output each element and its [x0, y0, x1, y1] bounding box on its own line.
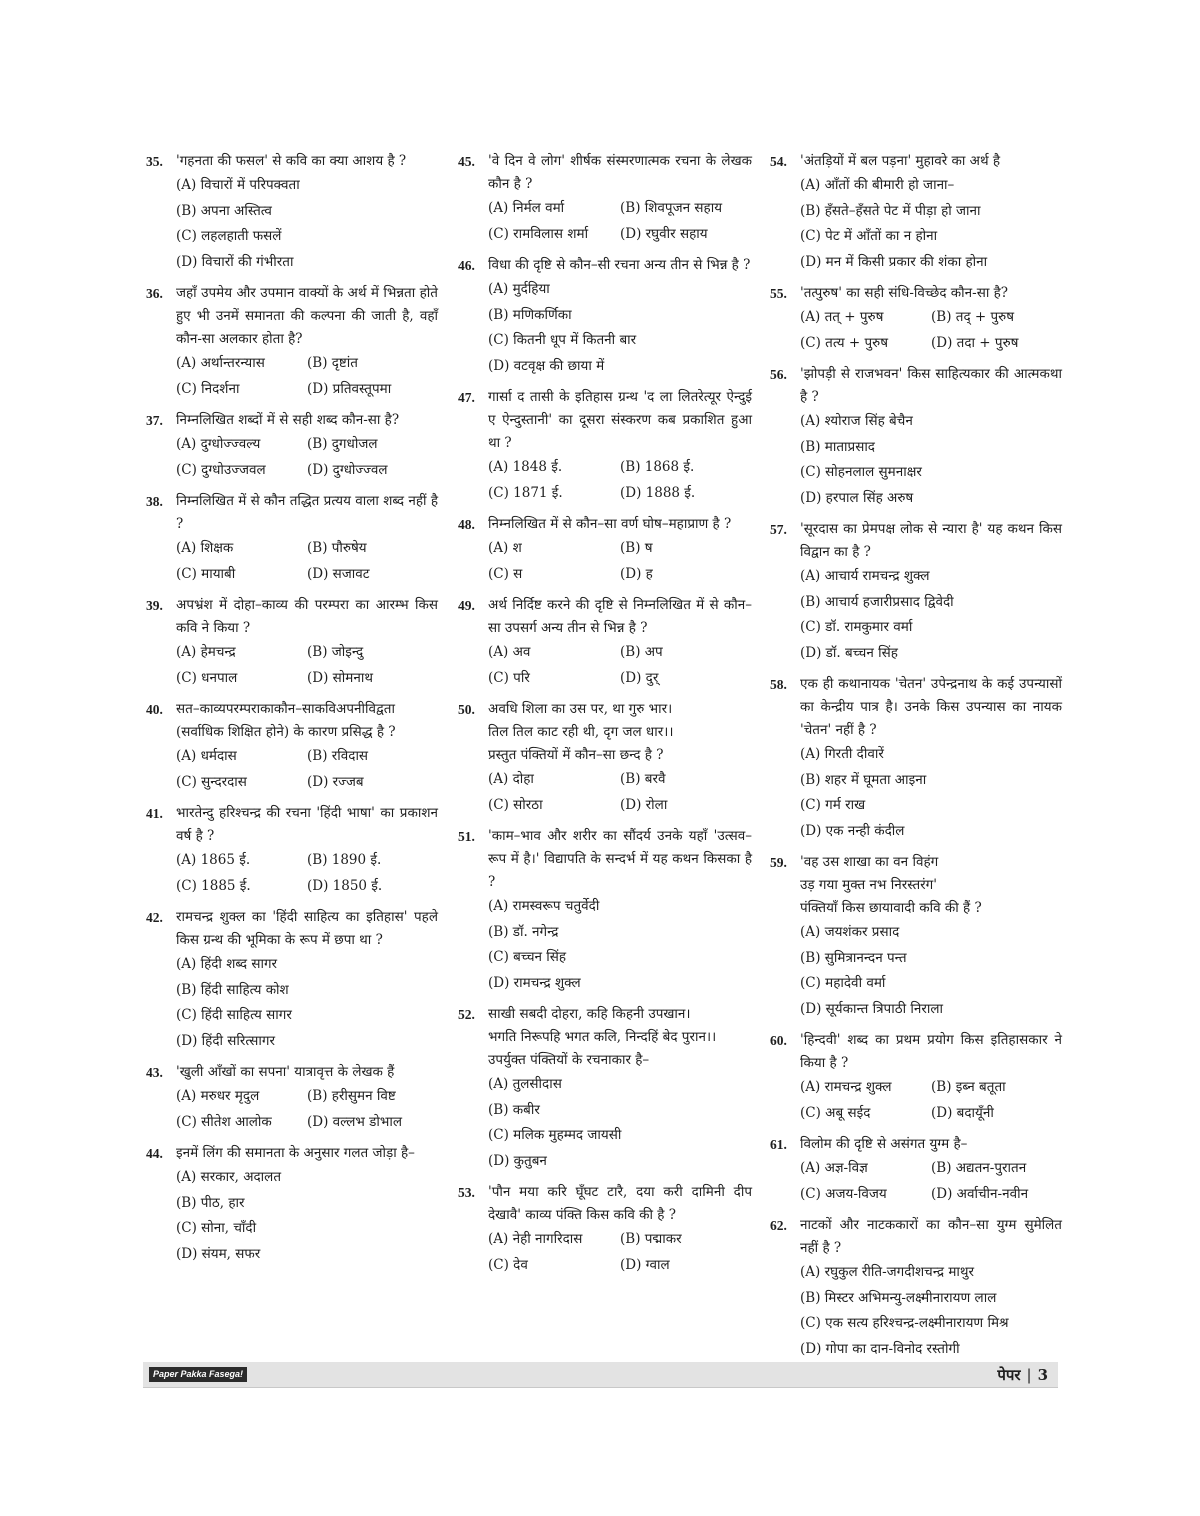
answer-option: (C) पेट में आँतों का न होना: [800, 228, 938, 244]
answer-option: (D) गोपा का दान-विनोद रस्तोगी: [800, 1340, 960, 1357]
answer-option: (A) अज्ञ-विज्ञ: [800, 1160, 868, 1176]
answer-option: (C) डॉ. रामकुमार वर्मा: [800, 619, 913, 635]
options-list: [488, 536, 752, 587]
column-2: [458, 150, 752, 1285]
answer-option: (B) 1890 ई.: [307, 852, 382, 868]
question-60: [770, 1029, 1062, 1126]
answer-option: (C) तत्य + पुरुष: [800, 334, 889, 351]
answer-option: (A) रघुकुल रीति-जगदीशचन्द्र माथुर: [800, 1264, 975, 1280]
answer-option: (B) मणिकर्णिका: [488, 306, 572, 323]
question-number: 54.: [770, 154, 787, 169]
answer-option: (A) तत् + पुरुष: [800, 309, 884, 325]
answer-option: (D) तदा + पुरुष: [931, 334, 1019, 351]
options-list: [800, 1260, 1062, 1362]
question-text: 'झोपड़ी से राजभवन' किस साहित्यकार की आत्मकथा है ?: [800, 366, 1062, 405]
question-number: 47.: [458, 390, 475, 405]
answer-option: (A) अव: [488, 644, 531, 660]
question-59: [770, 851, 1062, 1022]
answer-option: (D) वल्लभ डोभाल: [307, 1113, 403, 1130]
answer-option: (D) रज्जब: [307, 773, 364, 790]
answer-option: (B) दुगधोजल: [307, 436, 378, 452]
question-text: निम्नलिखित में से कौन तद्धित प्रत्यय वाला शब्द नहीं है ?: [176, 493, 438, 532]
answer-option: (A) अर्थान्तरन्यास: [176, 355, 265, 371]
options-list: [176, 848, 438, 899]
answer-option: (A) निर्मल वर्मा: [488, 200, 565, 216]
answer-option: (B) डॉ. नगेन्द्र: [488, 923, 559, 940]
question-text: 'अंतड़ियों में बल पड़ना' मुहावरे का अर्थ है: [800, 153, 1001, 169]
question-38: [146, 490, 438, 587]
answer-option: (B) ष: [620, 540, 653, 556]
question-text: अपभ्रंश में दोहा–काव्य की परम्परा का आरम्भ किस कवि ने किया ?: [176, 597, 438, 636]
options-list: [800, 1075, 1062, 1126]
answer-option: (A) धर्मदास: [176, 748, 237, 764]
page-number-label: [997, 1364, 1048, 1386]
options-list: [800, 1156, 1062, 1207]
options-list: [176, 536, 438, 587]
question-51: [458, 825, 752, 996]
answer-option: (B) पद्माकर: [620, 1231, 682, 1247]
answer-option: (D) ग्वाल: [620, 1256, 670, 1273]
answer-option: (A) शिक्षक: [176, 540, 234, 556]
question-40: [146, 698, 438, 795]
answer-option: (B) मिस्टर अभिमन्यु-लक्ष्मीनारायण लाल: [800, 1289, 997, 1306]
answer-option: (A) दोहा: [488, 771, 534, 787]
question-text: गार्सा द तासी के इतिहास ग्रन्थ 'द ला लितरेत्यूर ऐन्दुई ए ऐन्दुस्तानी' का दूसरा संस्करण कब प्रकाशित हुआ था ?: [488, 389, 752, 451]
answer-option: (A) मरुधर मृदुल: [176, 1088, 260, 1104]
answer-option: (A) आँतों की बीमारी हो जाना–: [800, 177, 955, 193]
question-text: विधा की दृष्टि से कौन–सी रचना अन्य तीन से भिन्न है ?: [488, 257, 751, 273]
answer-option: (D) सूर्यकान्त त्रिपाठी निराला: [800, 1000, 944, 1017]
answer-option: (B) शिवपूजन सहाय: [620, 200, 723, 216]
question-54: [770, 150, 1062, 275]
question-55: [770, 282, 1062, 356]
answer-option: (B) दृष्टांत: [307, 355, 358, 371]
question-50: [458, 698, 752, 818]
question-number: 52.: [458, 1007, 475, 1022]
answer-option: (A) श्योराज सिंह बेचैन: [800, 413, 913, 429]
question-text: साखी सबदी दोहरा, कहि किहनी उपखान। भगति निरूपहि भगत कलि, निन्दहिं बेद पुरान।। उपर्युक्त पंक्तियों के रचनाकार है–: [488, 1006, 717, 1068]
answer-option: (B) तद् + पुरुष: [931, 309, 1015, 325]
options-list: [800, 305, 1062, 356]
question-39: [146, 594, 438, 691]
question-number: 37.: [146, 413, 163, 428]
answer-option: (A) आचार्य रामचन्द्र शुक्ल: [800, 568, 930, 584]
answer-option: (A) मुर्दहिया: [488, 281, 550, 297]
answer-option: (C) गर्म राख: [800, 797, 866, 813]
answer-option: (D) संयम, सफर: [176, 1245, 261, 1262]
brand-logo: Paper Pakka Fasega!: [149, 1367, 247, 1382]
answer-option: (A) तुलसीदास: [488, 1076, 562, 1092]
answer-option: (C) 1871 ई.: [488, 484, 563, 501]
question-number: 57.: [770, 522, 787, 537]
question-number: 40.: [146, 702, 163, 717]
answer-option: (B) जोइन्दु: [307, 644, 364, 660]
answer-option: (B) 1868 ई.: [620, 459, 695, 475]
options-list: [800, 920, 1062, 1022]
paper-label: पेपर: [997, 1366, 1021, 1384]
page-footer: [143, 1362, 1058, 1388]
question-text: 'हिन्दवी' शब्द का प्रथम प्रयोग किस इतिहासकार ने किया है ?: [800, 1032, 1062, 1071]
question-61: [770, 1133, 1062, 1207]
answer-option: (D) दुग्धोज्ज्वल: [307, 461, 388, 478]
answer-option: (D) मन में किसी प्रकार की शंका होना: [800, 253, 988, 270]
options-list: [488, 196, 752, 247]
question-text: इनमें लिंग की समानता के अनुसार गलत जोड़ा है–: [176, 1145, 415, 1161]
question-number: 46.: [458, 258, 475, 273]
options-list: [488, 1227, 752, 1278]
question-text: सत–काव्यपरम्पराकाकौन–साकविअपनीविद्वता (सर्वाधिक शिक्षित होने) के कारण प्रसिद्ध है ?: [176, 701, 396, 740]
answer-option: (B) पौरुषेय: [307, 540, 367, 556]
column-1: [146, 150, 438, 1274]
question-text: 'सूरदास का प्रेमपक्ष लोक से न्यारा है' यह कथन किस विद्वान का है ?: [800, 521, 1062, 560]
answer-option: (A) 1848 ई.: [488, 459, 563, 475]
options-list: [176, 351, 438, 402]
question-number: 42.: [146, 910, 163, 925]
question-text: 'वे दिन वे लोग' शीर्षक संस्मरणात्मक रचना के लेखक कौन है ?: [488, 153, 752, 192]
question-text: जहाँ उपमेय और उपमान वाक्यों के अर्थ में भिन्नता होते हुए भी उनमें समानता की कल्पना की जाती है, वहाँ कौन-सा अलकार होता है?: [176, 285, 438, 347]
question-number: 41.: [146, 806, 163, 821]
answer-option: (A) रामचन्द्र शुक्ल: [800, 1079, 892, 1095]
question-58: [770, 673, 1062, 844]
answer-option: (B) अप: [620, 644, 663, 660]
separator: |: [1026, 1366, 1032, 1384]
question-37: [146, 409, 438, 483]
question-number: 39.: [146, 598, 163, 613]
options-list: [176, 744, 438, 795]
answer-option: (A) जयशंकर प्रसाद: [800, 924, 900, 940]
answer-option: (A) विचारों में परिपक्वता: [176, 177, 300, 193]
question-47: [458, 386, 752, 506]
answer-option: (B) सुमित्रानन्दन पन्त: [800, 949, 907, 966]
question-text: 'वह उस शाखा का वन विहंग उड़ गया मुक्त नभ निरस्तरंग' पंक्तियाँ किस छायावादी कवि की हैं ?: [800, 854, 982, 916]
answer-option: (C) मायाबी: [176, 565, 236, 582]
question-text: 'तत्पुरुष' का सही संधि-विच्छेद कौन-सा है?: [800, 285, 1009, 301]
question-text: 'खुली आँखों का सपना' यात्रावृत्त के लेखक हैं: [176, 1064, 395, 1080]
page-number: 3: [1037, 1366, 1048, 1384]
answer-option: (C) अजय-विजय: [800, 1185, 887, 1202]
question-44: [146, 1142, 438, 1267]
answer-option: (D) प्रतिवस्तूपमा: [307, 380, 392, 397]
answer-option: (A) रामस्वरूप चतुर्वेदी: [488, 898, 600, 914]
answer-option: (B) अद्यतन-पुरातन: [931, 1160, 1027, 1176]
answer-option: (D) रघुवीर सहाय: [620, 225, 708, 242]
answer-option: (D) 1850 ई.: [307, 877, 383, 894]
question-number: 50.: [458, 702, 475, 717]
answer-option: (A) हेमचन्द्र: [176, 644, 236, 660]
question-number: 35.: [146, 154, 163, 169]
question-35: [146, 150, 438, 275]
answer-option: (C) 1885 ई.: [176, 877, 251, 894]
answer-option: (B) इब्न बतूता: [931, 1079, 1006, 1095]
answer-option: (C) निदर्शना: [176, 380, 240, 397]
answer-option: (D) हरपाल सिंह अरुष: [800, 489, 914, 506]
answer-option: (A) हिंदी शब्द सागर: [176, 956, 278, 972]
answer-option: (C) सुन्दरदास: [176, 773, 247, 790]
question-text: एक ही कथानायक 'चेतन' उपेन्द्रनाथ के कई उपन्यासों का केन्द्रीय पात्र है। उनके किस उपन्यास का नायक 'चेतन' नहीं है ?: [800, 676, 1062, 738]
answer-option: (C) रामविलास शर्मा: [488, 225, 589, 242]
question-text: निम्नलिखित में से कौन–सा वर्ण घोष–महाप्राण है ?: [488, 516, 732, 532]
answer-option: (A) श: [488, 540, 522, 556]
options-list: [176, 173, 438, 275]
question-number: 38.: [146, 494, 163, 509]
answer-option: (D) डॉ. बच्चन सिंह: [800, 644, 898, 661]
answer-option: (C) धनपाल: [176, 669, 238, 686]
options-list: [176, 1165, 438, 1267]
question-number: 48.: [458, 517, 475, 532]
question-number: 58.: [770, 677, 787, 692]
answer-option: (D) अर्वाचीन-नवीन: [931, 1185, 1029, 1202]
question-49: [458, 594, 752, 691]
answer-option: (A) 1865 ई.: [176, 852, 251, 868]
question-number: 44.: [146, 1146, 163, 1161]
answer-option: (D) रोला: [620, 796, 668, 813]
answer-option: (D) रामचन्द्र शुक्ल: [488, 974, 581, 991]
options-list: [800, 173, 1062, 275]
question-36: [146, 282, 438, 402]
question-text: 'गहनता की फसल' से कवि का क्या आशय है ?: [176, 153, 407, 169]
question-number: 51.: [458, 829, 475, 844]
answer-option: (D) ह: [620, 565, 653, 582]
options-list: [488, 277, 752, 379]
answer-option: (A) नेही नागरिदास: [488, 1231, 583, 1247]
question-56: [770, 363, 1062, 511]
options-list: [800, 409, 1062, 511]
answer-option: (B) हँसते–हँसते पेट में पीड़ा हो जाना: [800, 202, 981, 219]
options-list: [488, 1072, 752, 1174]
column-3: [770, 150, 1062, 1369]
question-57: [770, 518, 1062, 666]
options-list: [800, 564, 1062, 666]
question-45: [458, 150, 752, 247]
answer-option: (B) अपना अस्तित्व: [176, 202, 272, 219]
answer-option: (D) एक नन्ही कंदील: [800, 822, 905, 839]
question-text: नाटकों और नाटककारों का कौन–सा युग्म सुमेलित नहीं है ?: [800, 1217, 1062, 1256]
answer-option: (B) कबीर: [488, 1101, 540, 1118]
question-number: 62.: [770, 1218, 787, 1233]
options-list: [176, 432, 438, 483]
question-52: [458, 1003, 752, 1174]
options-list: [488, 455, 752, 506]
question-42: [146, 906, 438, 1054]
answer-option: (B) रविदास: [307, 748, 369, 764]
options-list: [488, 894, 752, 996]
answer-option: (D) दुर्: [620, 669, 659, 686]
answer-option: (C) मलिक मुहम्मद जायसी: [488, 1127, 622, 1143]
answer-option: (D) सजावट: [307, 565, 370, 582]
answer-option: (B) बरवै: [620, 771, 666, 787]
answer-option: (C) परि: [488, 669, 530, 686]
options-list: [176, 640, 438, 691]
answer-option: (C) देव: [488, 1256, 528, 1273]
answer-option: (C) महादेवी वर्मा: [800, 975, 886, 991]
options-list: [488, 640, 752, 691]
question-text: 'काम–भाव और शरीर का सौंदर्य उनके यहाँ 'उत्सव–रूप में है।' विद्यापति के सन्दर्भ में यह कथन किसका है ?: [488, 828, 752, 890]
answer-option: (C) दुग्धोउज्जवल: [176, 461, 266, 478]
question-number: 55.: [770, 286, 787, 301]
question-text: विलोम की दृष्टि से असंगत युग्म है–: [800, 1136, 968, 1152]
answer-option: (A) सरकार, अदालत: [176, 1169, 282, 1185]
question-number: 60.: [770, 1033, 787, 1048]
question-number: 59.: [770, 855, 787, 870]
options-list: [176, 1084, 438, 1135]
question-41: [146, 802, 438, 899]
options-list: [488, 767, 752, 818]
answer-option: (B) आचार्य हजारीप्रसाद द्विवेदी: [800, 593, 954, 610]
question-number: 43.: [146, 1065, 163, 1080]
question-48: [458, 513, 752, 587]
answer-option: (D) हिंदी सरित्सागर: [176, 1032, 276, 1049]
answer-option: (D) 1888 ई.: [620, 484, 696, 501]
answer-option: (C) हिंदी साहित्य सागर: [176, 1007, 292, 1023]
question-text: अवधि शिला का उस पर, था गुरु भार। तिल तिल काट रही थी, दृग जल धार।। प्रस्तुत पंक्तियों में कौन–सा छन्द है ?: [488, 701, 674, 763]
answer-option: (B) हिंदी साहित्य कोश: [176, 981, 289, 998]
question-text: रामचन्द्र शुक्ल का 'हिंदी साहित्य का इतिहास' पहले किस ग्रन्थ की भूमिका के रूप में छपा था ?: [176, 909, 438, 948]
answer-option: (A) दुग्धोज्ज्वल्य: [176, 436, 261, 452]
answer-option: (C) कितनी धूप में कितनी बार: [488, 332, 637, 348]
answer-option: (D) कुतुबन: [488, 1152, 547, 1169]
answer-option: (C) एक सत्य हरिश्चन्द्र-लक्ष्मीनारायण मिश्र: [800, 1315, 1009, 1331]
question-text: अर्थ निर्दिष्ट करने की दृष्टि से निम्नलिखित में से कौन–सा उपसर्ग अन्य तीन से भिन्न है ?: [488, 597, 752, 636]
answer-option: (B) शहर में घूमता आइना: [800, 771, 927, 788]
question-number: 56.: [770, 367, 787, 382]
answer-option: (C) अबू सईद: [800, 1104, 871, 1121]
question-53: [458, 1181, 752, 1278]
answer-option: (C) बच्चन सिंह: [488, 949, 567, 965]
question-text: भारतेन्दु हरिश्चन्द्र की रचना 'हिंदी भाषा' का प्रकाशन वर्ष है ?: [176, 805, 438, 844]
question-text: 'पौन मया करि घूँघट टारै, दया करी दामिनी दीप देखावै' काव्य पंक्ति किस कवि की है ?: [488, 1184, 752, 1223]
answer-option: (A) गिरती दीवारें: [800, 746, 884, 762]
options-list: [800, 742, 1062, 844]
question-text: निम्नलिखित शब्दों में से सही शब्द कौन-सा है?: [176, 412, 400, 428]
answer-option: (C) लहलहाती फसलें: [176, 228, 282, 244]
question-number: 53.: [458, 1185, 475, 1200]
answer-option: (C) सीतेश आलोक: [176, 1113, 272, 1130]
question-43: [146, 1061, 438, 1135]
question-number: 61.: [770, 1137, 787, 1152]
answer-option: (B) पीठ, हार: [176, 1194, 245, 1211]
question-number: 36.: [146, 286, 163, 301]
answer-option: (B) हरीसुमन विष्ट: [307, 1088, 396, 1104]
question-number: 45.: [458, 154, 475, 169]
answer-option: (B) माताप्रसाद: [800, 438, 875, 455]
answer-option: (C) सोहनलाल सुमनाक्षर: [800, 464, 922, 480]
question-number: 49.: [458, 598, 475, 613]
answer-option: (D) वटवृक्ष की छाया में: [488, 357, 605, 374]
answer-option: (D) बदायूँनी: [931, 1104, 994, 1121]
answer-option: (D) सोमनाथ: [307, 669, 373, 686]
question-62: [770, 1214, 1062, 1362]
options-list: [176, 952, 438, 1054]
answer-option: (C) सोना, चाँदी: [176, 1220, 257, 1236]
answer-option: (D) विचारों की गंभीरता: [176, 253, 294, 270]
question-46: [458, 254, 752, 379]
answer-option: (C) स: [488, 565, 523, 582]
answer-option: (C) सोरठा: [488, 796, 543, 813]
